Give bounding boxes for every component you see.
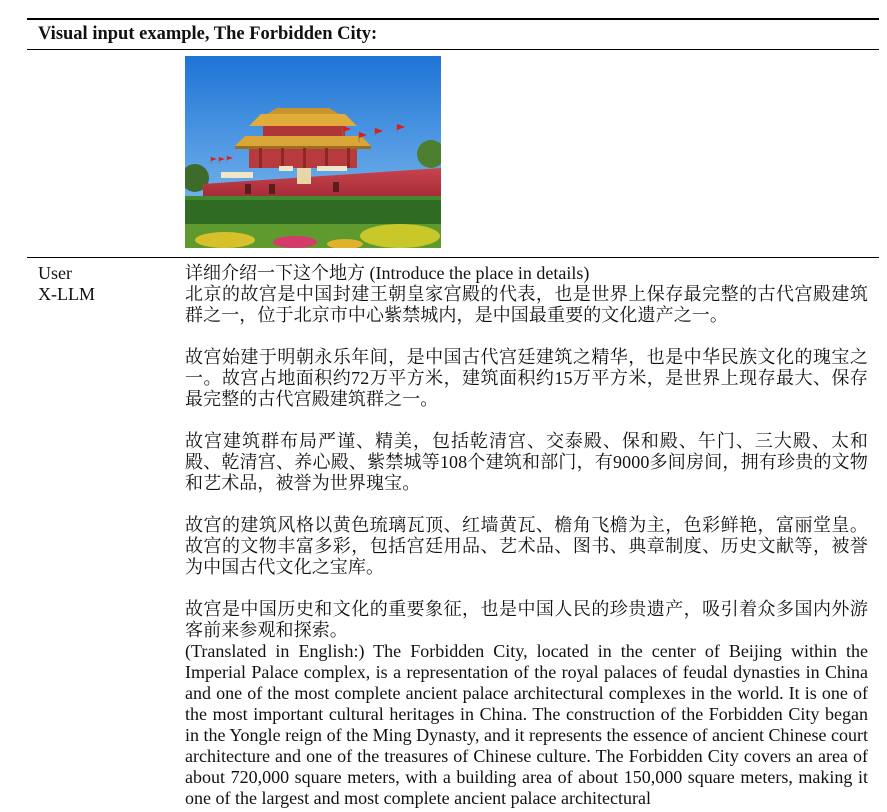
response-paragraph-5: 故宫是中国历史和文化的重要象征，也是中国人民的珍贵遗产，吸引着众多国内外游客前来参观和探索。 [185,599,868,640]
table-caption: Visual input example, The Forbidden City: [38,24,378,44]
response-paragraph-1: 北京的故宫是中国封建王朝皇家宫殿的代表，也是世界上保存最完整的古代宫殿建筑群之一，位于北京市中心紫禁城内，是中国最重要的文化遗产之一。 [185,284,868,325]
image-rule [27,257,879,258]
role-model: X-LLM [38,284,95,304]
caption-rule [27,49,879,50]
dialogue-content [185,263,868,809]
response-paragraph-2: 故宫始建于明朝永乐年间，是中国古代宫廷建筑之精华，也是中华民族文化的瑰宝之一。故宫占地面积约72万平方米，建筑面积约15万平方米，是世界上现存最大、保存最完整的古代宫殿建筑群之一。 [185,347,868,409]
role-column [38,263,95,305]
role-user: User [38,263,72,283]
response-paragraph-3: 故宫建筑群布局严谨、精美，包括乾清宫、交泰殿、保和殿、午门、三大殿、太和殿、乾清宫、养心殿、紫禁城等108个建筑和部门，有9000多间房间，拥有珍贵的文物和艺术品，被誉为世界瑰宝。 [185,431,868,493]
table-top-rule [27,18,879,20]
forbidden-city-photo [185,56,441,248]
user-prompt: 详细介绍一下这个地方 (Introduce the place in details) [185,263,590,283]
response-paragraph-4: 故宫的建筑风格以黄色琉璃瓦顶、红墙黄瓦、檐角飞檐为主，色彩鲜艳，富丽堂皇。故宫的文物丰富多彩，包括宫廷用品、艺术品、图书、典章制度、历史文献等，被誉为中国古代文化之宝库。 [185,515,868,577]
response-translation: (Translated in English:) The Forbidden City, located in the center of Beijing within the Imperial Palace complex, is a representation of the royal palaces of feudal dynasties in China and one of the most complete ancient palace architectural complexes in the world. It is one of the most important cultural heritages in China. The construction of the Forbidden City began in the Yongle reign of the Ming Dynasty, and it represents the essence of ancient Chinese court architecture and one of the treasures of Chinese culture. The Forbidden City covers an area of about 720,000 square meters, with a building area of about 150,000 square meters, making it one of the largest and most complete ancient palace architectural [185,641,868,808]
